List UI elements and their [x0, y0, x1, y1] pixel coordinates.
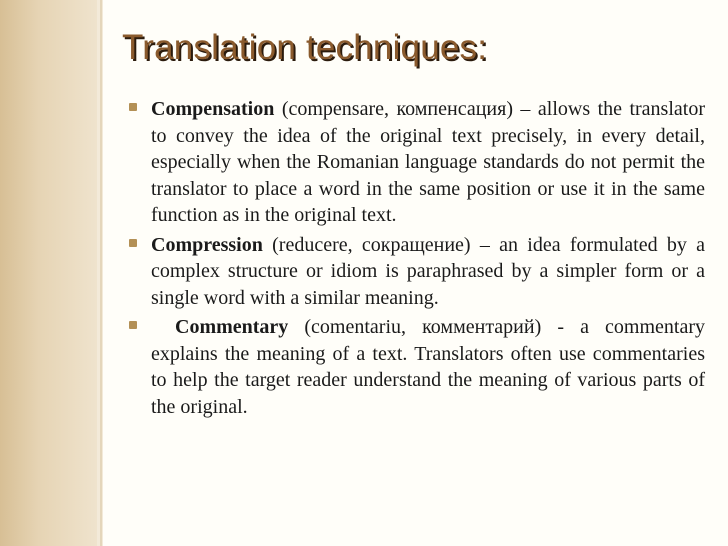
bullet-item-compression — [129, 232, 705, 312]
bullet-text: (comentariu, комментарий) - a commentary explains the meaning of a text. Translators often use commentaries to help the target reader understand the meaning of various parts of the original. — [151, 316, 705, 418]
bullet-term: Commentary — [175, 316, 289, 338]
bullet-term: Compression — [151, 233, 263, 256]
decorative-side-band — [0, 0, 97, 546]
slide-title: Translation techniques: — [122, 28, 488, 67]
bullet-list — [129, 96, 705, 423]
bullet-text: (reducere, сокращение) – an idea formulated by a complex structure or idiom is paraphrased by a simpler form or a single word with a similar meaning. — [151, 233, 705, 309]
square-bullet-icon — [129, 103, 137, 111]
bullet-item-commentary — [129, 314, 705, 420]
square-bullet-icon — [129, 321, 137, 329]
square-bullet-icon — [129, 239, 137, 247]
bullet-item-compensation — [129, 96, 705, 229]
bullet-term: Compensation — [151, 98, 275, 120]
decorative-divider-line — [100, 0, 102, 546]
bullet-text: (compensare, компенсация) – allows the translator to convey the idea of the original text precisely, in every detail, especially when the Romanian language standards do not permit the translator to place a word in the same position or use it in the same function as in the original text. — [151, 98, 705, 226]
